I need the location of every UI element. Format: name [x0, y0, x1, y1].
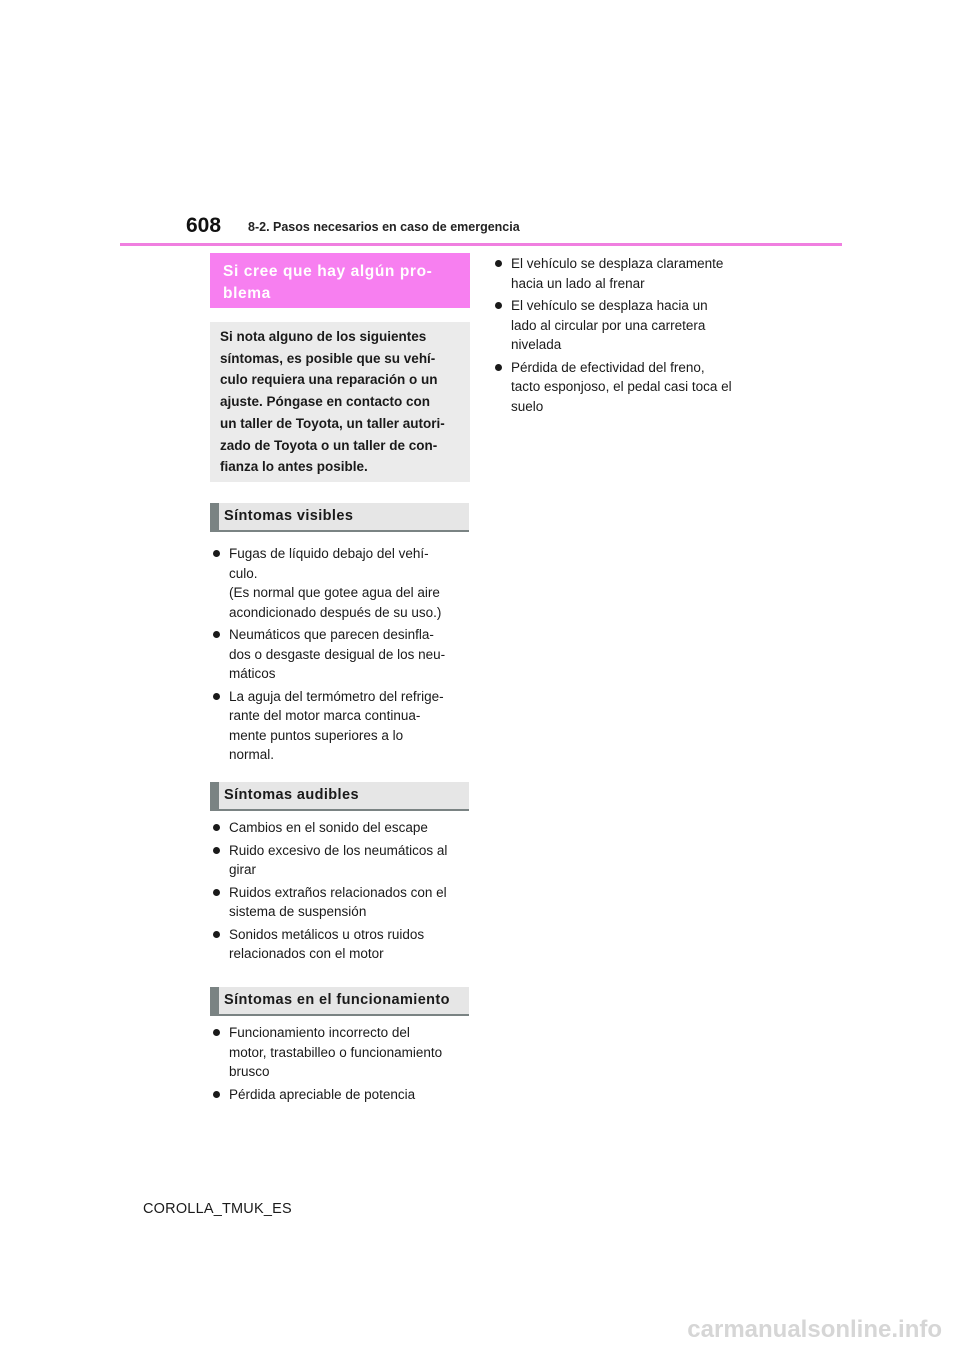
- list-item: [493, 254, 783, 293]
- bullet-icon: [213, 824, 220, 831]
- operation-symptoms-list: [211, 1023, 476, 1107]
- list-item-line: lado al circular por una carretera: [511, 317, 706, 333]
- list-item: [211, 625, 476, 684]
- pink-heading-line: blema: [223, 285, 271, 302]
- list-item: [211, 1085, 476, 1105]
- list-item-line: acondicionado después de su uso.): [229, 604, 442, 620]
- list-item-line: brusco: [229, 1064, 270, 1079]
- list-item-line: motor, trastabilleo o funcionamiento: [229, 1044, 443, 1060]
- list-item-line: suelo: [511, 398, 544, 414]
- list-item-line: mente puntos superiores a lo: [229, 727, 404, 743]
- list-item-line: culo.: [229, 565, 258, 581]
- list-item: [211, 687, 476, 765]
- bullet-icon: [213, 1029, 220, 1036]
- audible-symptoms-list: [211, 818, 476, 967]
- section-title: 8-2. Pasos necesarios en caso de emergencia: [248, 220, 520, 234]
- list-item-line: La aguja del termómetro del refrige-: [229, 688, 444, 704]
- list-item-line: Ruidos extraños relacionados con el: [229, 884, 447, 900]
- header-rule: [120, 243, 842, 246]
- list-item-line: El vehículo se desplaza claramente: [511, 256, 724, 271]
- bullet-icon: [213, 693, 220, 700]
- pink-heading-line: Si cree que hay algún pro-: [223, 263, 433, 280]
- list-item-line: (Es normal que gotee agua del aire: [229, 585, 440, 600]
- visible-symptoms-heading: Síntomas visibles: [210, 503, 469, 532]
- list-item: [493, 358, 783, 417]
- list-item-line: rante del motor marca continua-: [229, 708, 421, 723]
- bullet-icon: [495, 260, 502, 267]
- intro-box: [210, 322, 470, 482]
- list-item: [211, 1023, 476, 1082]
- operation-symptoms-heading: Síntomas en el funcionamiento: [210, 987, 469, 1016]
- list-item-line: Pérdida apreciable de potencia: [229, 1086, 416, 1102]
- list-item: [493, 296, 783, 355]
- list-item-line: El vehículo se desplaza hacia un: [511, 298, 708, 313]
- list-item-line: máticos: [229, 666, 276, 681]
- intro-line: Si nota alguno de los siguientes: [220, 329, 427, 344]
- page-number: 608: [186, 214, 222, 237]
- list-item-line: sistema de suspensión: [229, 904, 367, 919]
- list-item-line: Fugas de líquido debajo del vehí-: [229, 546, 429, 561]
- right-column-list: [493, 254, 783, 419]
- intro-line: un taller de Toyota, un taller autori-: [220, 415, 445, 431]
- bullet-icon: [495, 302, 502, 309]
- list-item-line: dos o desgaste desigual de los neu-: [229, 646, 446, 662]
- list-item-line: tacto esponjoso, el pedal casi toca el: [511, 379, 732, 394]
- list-item-line: hacia un lado al frenar: [511, 275, 645, 291]
- list-item: [211, 925, 476, 964]
- audible-symptoms-heading: Síntomas audibles: [210, 782, 469, 811]
- bullet-icon: [213, 550, 220, 557]
- intro-line: ajuste. Póngase en contacto con: [220, 394, 431, 410]
- intro-line: culo requiera una reparación o un: [220, 372, 438, 388]
- list-item-line: nivelada: [511, 337, 562, 352]
- list-item-line: girar: [229, 862, 257, 877]
- intro-line: síntomas, es posible que su vehí-: [220, 350, 436, 366]
- bullet-icon: [213, 631, 220, 638]
- list-item-line: Pérdida de efectividad del freno,: [511, 359, 705, 375]
- visible-symptoms-list: [211, 544, 476, 768]
- bullet-icon: [213, 931, 220, 938]
- list-item: [211, 818, 476, 838]
- intro-line: fianza lo antes posible.: [220, 459, 368, 475]
- list-item-line: Neumáticos que parecen desinfla-: [229, 627, 434, 642]
- bullet-icon: [213, 1091, 220, 1098]
- pink-heading-box: [210, 253, 470, 308]
- list-item-line: Cambios en el sonido del escape: [229, 820, 428, 835]
- bullet-icon: [495, 364, 502, 371]
- list-item: [211, 544, 476, 622]
- list-item-line: Ruido excesivo de los neumáticos al: [229, 842, 448, 858]
- bullet-icon: [213, 889, 220, 896]
- bullet-icon: [213, 847, 220, 854]
- list-item-line: relacionados con el motor: [229, 946, 384, 961]
- list-item-line: Sonidos metálicos u otros ruidos: [229, 926, 425, 942]
- list-item: [211, 883, 476, 922]
- list-item-line: Funcionamiento incorrecto del: [229, 1025, 410, 1040]
- watermark: carmanualsonline.info: [687, 1316, 942, 1343]
- footer-code: COROLLA_TMUK_ES: [143, 1201, 292, 1217]
- intro-line: zado de Toyota o un taller de con-: [220, 437, 438, 453]
- list-item-line: normal.: [229, 747, 275, 762]
- list-item: [211, 841, 476, 880]
